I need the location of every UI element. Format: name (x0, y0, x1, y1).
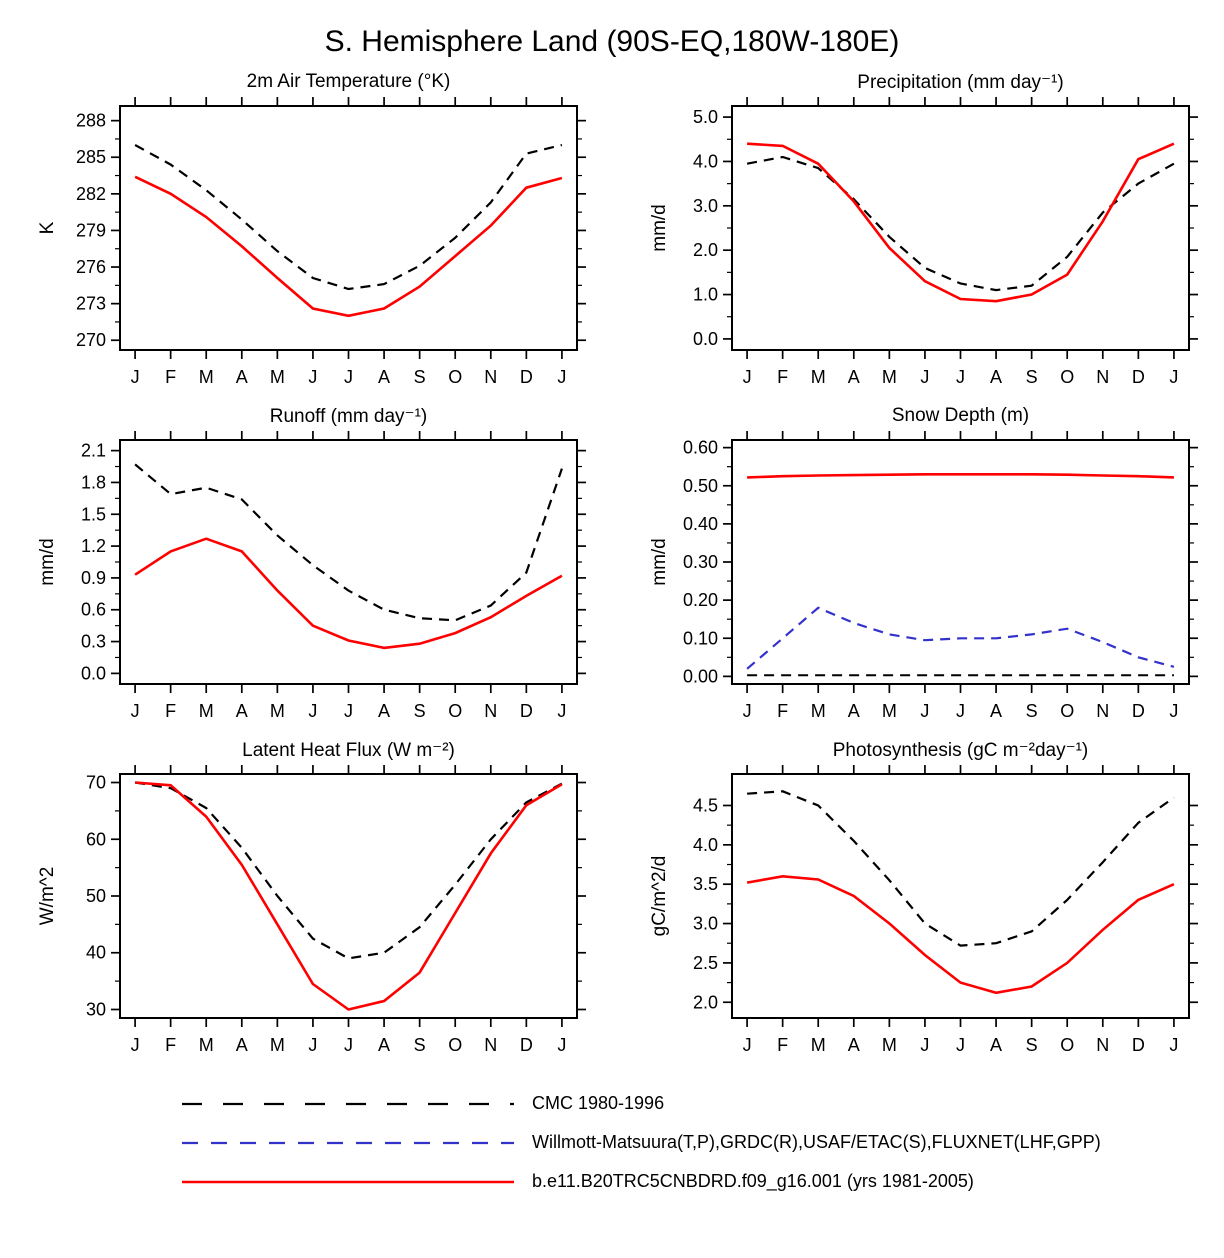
y-tick-label: 5.0 (692, 107, 718, 128)
x-tick-label: N (1096, 367, 1110, 387)
y-tick-label: 30 (85, 999, 106, 1020)
y-tick-label: 0.10 (682, 628, 718, 649)
y-tick-label: 2.0 (692, 240, 718, 261)
x-tick-label: J (1169, 367, 1179, 387)
chart-title: Precipitation (mm day⁻¹) (857, 72, 1064, 93)
y-tick-label: 60 (85, 829, 106, 850)
x-tick-label: A (847, 1035, 860, 1055)
x-tick-label: F (165, 367, 177, 387)
y-axis-label: gC/m^2/d (649, 855, 670, 937)
figure-title: S. Hemisphere Land (90S-EQ,180W-180E) (324, 25, 900, 58)
series-line (747, 876, 1174, 993)
x-tick-label: J (344, 367, 353, 387)
line-chart (0, 96, 612, 396)
x-tick-label: A (847, 367, 860, 387)
y-tick-label: 279 (75, 220, 106, 241)
x-tick-label: M (269, 1035, 285, 1055)
y-axis-label: mm/d (649, 204, 670, 252)
panel-2m-air-temperature (0, 68, 612, 402)
legend (180, 1084, 1224, 1201)
legend-label: b.e11.B20TRC5CNBDRD.f09_g16.001 (yrs 1981-2005) (532, 1171, 974, 1191)
legend-label: Willmott-Matsuura(T,P),GRDC(R),USAF/ETAC(S),FLUXNET(LHF,GPP) (532, 1132, 1101, 1152)
x-tick-label: J (557, 367, 567, 387)
x-tick-label: J (920, 1035, 930, 1055)
x-tick-label: M (198, 367, 214, 387)
x-tick-label: S (413, 1035, 426, 1055)
x-tick-label: O (1060, 1035, 1075, 1055)
y-tick-label: 1.8 (80, 472, 106, 493)
y-axis-label: mm/d (37, 538, 58, 586)
y-tick-label: 3.5 (692, 874, 718, 895)
legend-row-obs (180, 1123, 1224, 1162)
y-tick-label: 2.0 (692, 992, 718, 1013)
line-chart (0, 430, 612, 730)
x-tick-label: D (1131, 367, 1145, 387)
x-tick-label: D (1131, 1035, 1145, 1055)
y-tick-label: 0.0 (80, 663, 106, 684)
x-tick-label: F (165, 1035, 177, 1055)
y-tick-label: 270 (75, 330, 106, 351)
x-tick-label: F (777, 367, 789, 387)
x-tick-label: J (920, 367, 930, 387)
y-tick-label: 1.5 (80, 504, 106, 525)
x-tick-label: O (448, 701, 463, 721)
panel-grid (0, 68, 1224, 1070)
y-tick-label: 282 (75, 183, 106, 204)
x-tick-label: A (378, 367, 391, 387)
x-tick-label: J (742, 367, 752, 387)
chart-title: Photosynthesis (gC m⁻²day⁻¹) (832, 740, 1089, 761)
x-tick-label: M (881, 1035, 897, 1055)
x-tick-label: M (269, 367, 285, 387)
x-tick-label: D (519, 1035, 533, 1055)
legend-line-sample (180, 1095, 516, 1113)
x-tick-label: J (956, 701, 965, 721)
x-tick-label: N (1096, 1035, 1110, 1055)
y-tick-label: 0.9 (80, 567, 106, 588)
x-tick-label: A (990, 1035, 1003, 1055)
x-tick-label: D (519, 701, 533, 721)
x-tick-label: F (165, 701, 177, 721)
line-chart (612, 430, 1224, 730)
y-tick-label: 0.3 (80, 631, 106, 652)
x-tick-label: M (881, 701, 897, 721)
panel-runoff (0, 402, 612, 736)
x-tick-label: N (484, 1035, 498, 1055)
legend-row-model (180, 1162, 1224, 1201)
x-tick-label: M (881, 367, 897, 387)
x-tick-label: D (1131, 701, 1145, 721)
y-tick-label: 70 (85, 772, 106, 793)
y-tick-label: 4.0 (692, 151, 718, 172)
plot-box (120, 440, 577, 684)
x-tick-label: J (1169, 1035, 1179, 1055)
y-tick-label: 273 (75, 293, 106, 314)
x-tick-label: A (378, 1035, 391, 1055)
x-tick-label: S (1025, 367, 1038, 387)
x-tick-label: M (810, 1035, 826, 1055)
x-tick-label: J (742, 1035, 752, 1055)
y-tick-label: 0.50 (682, 475, 718, 496)
x-tick-label: N (1096, 701, 1110, 721)
chart-title: Latent Heat Flux (W m⁻²) (242, 740, 455, 761)
x-tick-label: A (990, 701, 1003, 721)
panel-photosynthesis (612, 736, 1224, 1070)
x-tick-label: S (1025, 1035, 1038, 1055)
x-tick-label: S (413, 367, 426, 387)
plot-box (120, 106, 577, 350)
y-tick-label: 50 (85, 886, 106, 906)
panel-precipitation (612, 68, 1224, 402)
plot-box (732, 106, 1189, 350)
x-tick-label: O (1060, 701, 1075, 721)
x-tick-label: O (448, 367, 463, 387)
y-tick-label: 276 (75, 257, 106, 278)
x-tick-label: N (484, 367, 498, 387)
legend-row-cmc (180, 1084, 1224, 1123)
x-tick-label: S (1025, 701, 1038, 721)
panel-snow-depth (612, 402, 1224, 736)
x-tick-label: A (235, 367, 248, 387)
plot-box (120, 774, 577, 1018)
series-line (747, 608, 1174, 669)
legend-label: CMC 1980-1996 (532, 1093, 665, 1113)
x-tick-label: J (344, 1035, 353, 1055)
y-axis-label: mm/d (649, 538, 670, 586)
y-tick-label: 1.0 (692, 284, 718, 305)
y-tick-label: 288 (75, 110, 106, 131)
series-line (747, 474, 1174, 477)
x-tick-label: M (269, 701, 285, 721)
line-chart (612, 96, 1224, 396)
series-line (747, 157, 1174, 290)
x-tick-label: J (557, 701, 567, 721)
x-tick-label: O (1060, 367, 1075, 387)
x-tick-label: J (956, 367, 965, 387)
x-tick-label: O (448, 1035, 463, 1055)
chart-title: Snow Depth (m) (891, 405, 1030, 426)
y-tick-label: 3.0 (692, 913, 718, 934)
y-tick-label: 4.0 (692, 834, 718, 855)
y-axis-label: K (37, 221, 58, 235)
y-tick-label: 0.20 (682, 590, 718, 611)
series-line (747, 144, 1174, 302)
x-tick-label: A (990, 367, 1003, 387)
y-tick-label: 2.5 (692, 952, 718, 973)
legend-line-sample (180, 1134, 516, 1152)
y-tick-label: 40 (85, 942, 106, 963)
y-axis-label: W/m^2 (37, 866, 58, 926)
x-tick-label: A (378, 701, 391, 721)
x-tick-label: A (235, 701, 248, 721)
y-tick-label: 285 (75, 147, 106, 168)
x-tick-label: J (308, 701, 318, 721)
x-tick-label: J (1169, 701, 1179, 721)
y-tick-label: 0.30 (682, 552, 718, 572)
x-tick-label: J (956, 1035, 965, 1055)
panel-latent-heat-flux (0, 736, 612, 1070)
x-tick-label: J (130, 1035, 140, 1055)
y-tick-label: 0.60 (682, 437, 718, 458)
series-line (135, 177, 562, 316)
x-tick-label: J (920, 701, 930, 721)
x-tick-label: A (235, 1035, 248, 1055)
x-tick-label: N (484, 701, 498, 721)
x-tick-label: F (777, 701, 789, 721)
x-tick-label: F (777, 1035, 789, 1055)
x-tick-label: D (519, 367, 533, 387)
series-line (135, 783, 562, 1010)
x-tick-label: J (130, 367, 140, 387)
y-tick-label: 0.40 (682, 513, 718, 534)
x-tick-label: J (308, 1035, 318, 1055)
chart-title: 2m Air Temperature (°K) (246, 71, 451, 92)
x-tick-label: J (742, 701, 752, 721)
x-tick-label: J (308, 367, 318, 387)
series-line (135, 539, 562, 648)
x-tick-label: J (130, 701, 140, 721)
chart-title: Runoff (mm day⁻¹) (269, 406, 428, 427)
line-chart (612, 764, 1224, 1064)
x-tick-label: A (847, 701, 860, 721)
x-tick-label: M (810, 701, 826, 721)
y-tick-label: 4.5 (692, 795, 718, 816)
y-tick-label: 2.1 (80, 440, 106, 461)
x-tick-label: M (810, 367, 826, 387)
x-tick-label: S (413, 701, 426, 721)
x-tick-label: J (557, 1035, 567, 1055)
x-tick-label: M (198, 1035, 214, 1055)
y-tick-label: 0.6 (80, 599, 106, 620)
y-tick-label: 3.0 (692, 195, 718, 216)
y-tick-label: 0.00 (682, 666, 718, 687)
y-tick-label: 0.0 (692, 328, 718, 349)
line-chart (0, 764, 612, 1064)
legend-line-sample (180, 1173, 516, 1191)
x-tick-label: J (344, 701, 353, 721)
y-tick-label: 1.2 (80, 536, 106, 557)
x-tick-label: M (198, 701, 214, 721)
